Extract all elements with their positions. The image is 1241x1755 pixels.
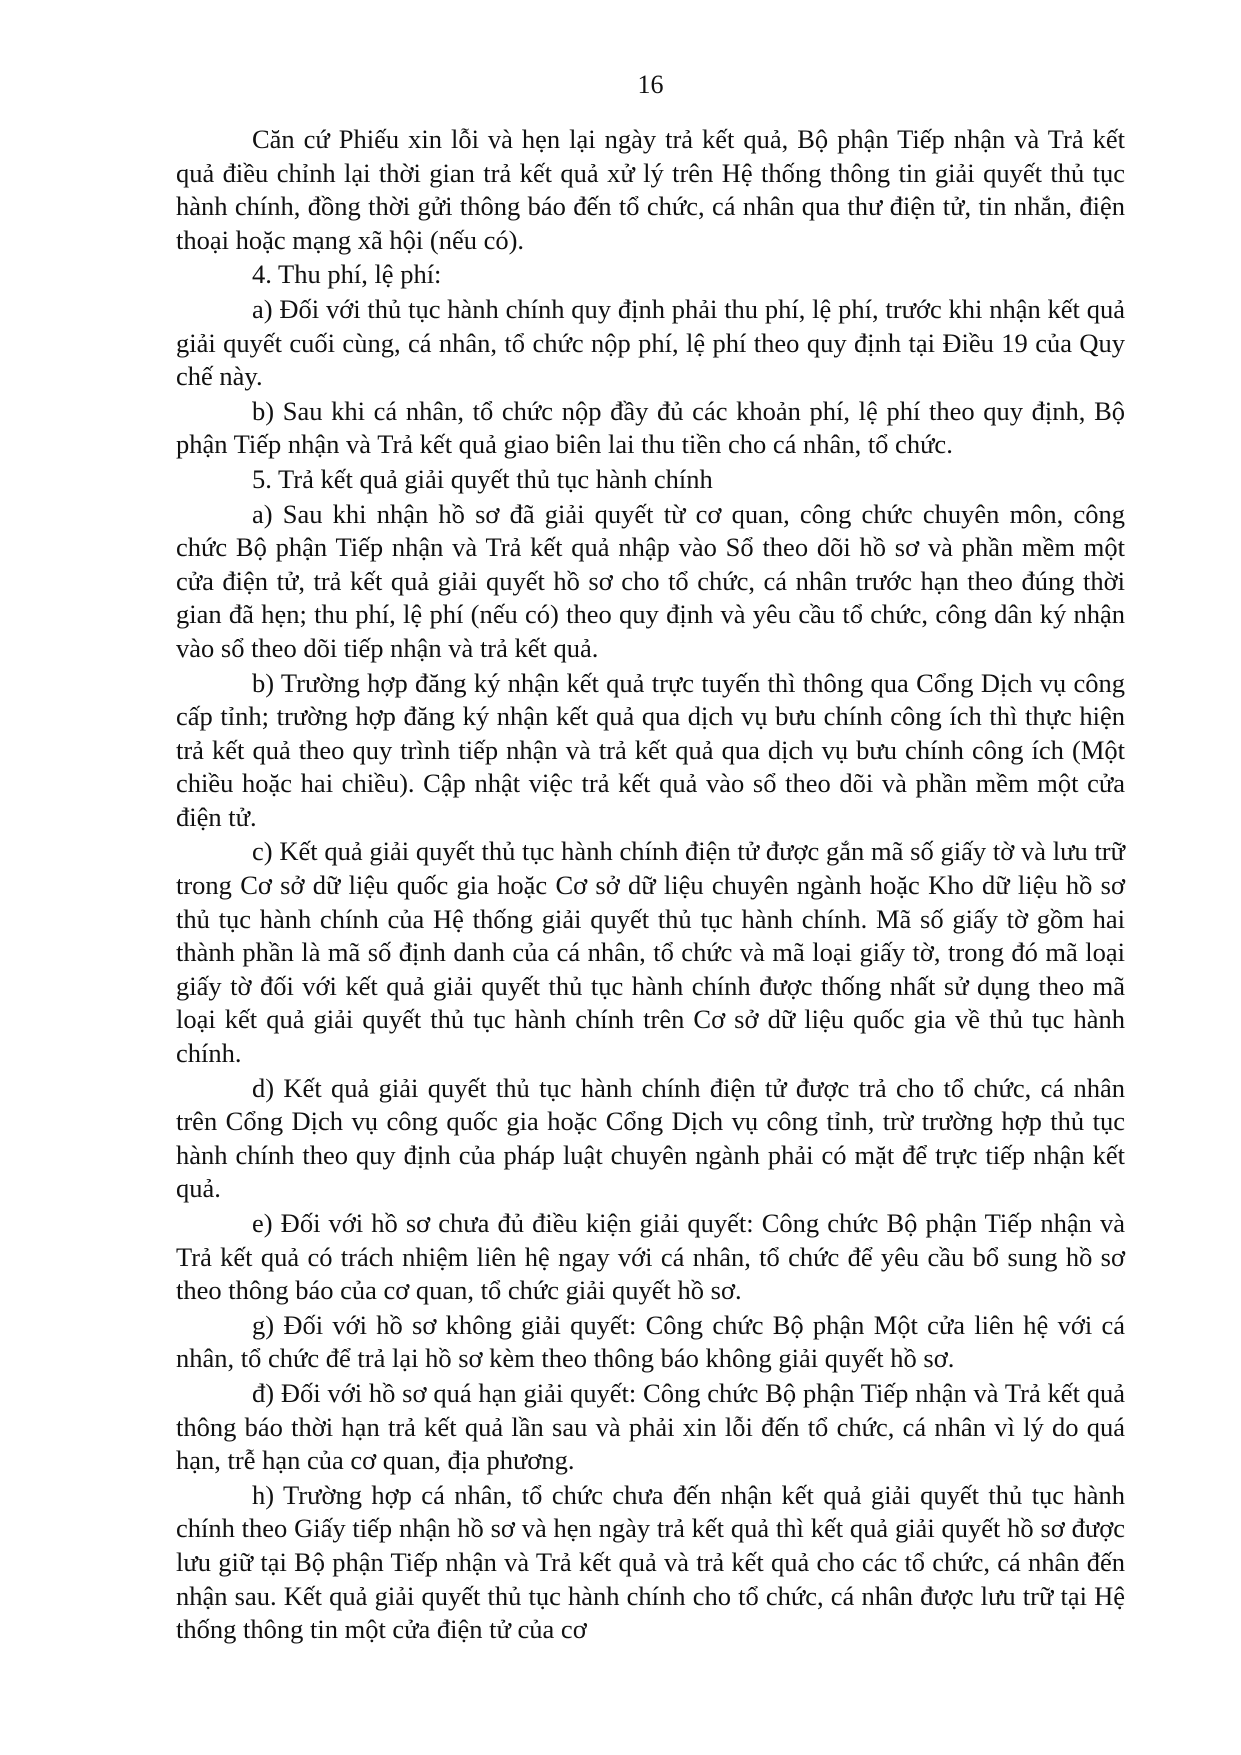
page-number: 16	[637, 70, 664, 99]
document-body	[176, 123, 1125, 1648]
section-heading-return-results: 5. Trả kết quả giải quyết thủ tục hành chính	[252, 463, 713, 494]
paragraph-return-b: b) Trường hợp đăng ký nhận kết quả trực tuyến thì thông qua Cổng Dịch vụ công cấp tỉnh; trường hợp đăng ký nhận kết quả qua dịch vụ bưu chính công ích thì thực hiện trả kết quả theo quy trình tiếp nhận và trả kết quả qua dịch vụ bưu chính công ích (Một chiều hoặc hai chiều). Cập nhật việc trả kết quả vào sổ theo dõi và phần mềm một cửa điện tử.	[176, 667, 1125, 832]
paragraph-return-h: h) Trường hợp cá nhân, tổ chức chưa đến nhận kết quả giải quyết thủ tục hành chính theo Giấy tiếp nhận hồ sơ và hẹn ngày trả kết quả thì kết quả giải quyết hồ sơ được lưu giữ tại Bộ phận Tiếp nhận và Trả kết quả và trả kết quả cho các tổ chức, cá nhân đến nhận sau. Kết quả giải quyết thủ tục hành chính cho tổ chức, cá nhân được lưu trữ tại Hệ thống thông tin một cửa điện tử của cơ	[176, 1479, 1125, 1645]
paragraph-result-delay-adjustment: Căn cứ Phiếu xin lỗi và hẹn lại ngày trả kết quả, Bộ phận Tiếp nhận và Trả kết quả điều chỉnh lại thời gian trả kết quả xử lý trên Hệ thống thông tin giải quyết thủ tục hành chính, đồng thời gửi thông báo đến tổ chức, cá nhân qua thư điện tử, tin nhắn, điện thoại hoặc mạng xã hội (nếu có).	[176, 124, 1125, 255]
paragraph-return-d: d) Kết quả giải quyết thủ tục hành chính điện tử được trả cho tổ chức, cá nhân trên Cổng Dịch vụ công quốc gia hoặc Cổng Dịch vụ công tỉnh, trừ trường hợp thủ tục hành chính theo quy định của pháp luật chuyên ngành phải có mặt để trực tiếp nhận kết quả.	[176, 1072, 1125, 1204]
paragraph-return-g: g) Đối với hồ sơ không giải quyết: Công chức Bộ phận Một cửa liên hệ với cá nhân, tổ chức để trả lại hồ sơ kèm theo thông báo không giải quyết hồ sơ.	[176, 1309, 1125, 1374]
paragraph-return-c: c) Kết quả giải quyết thủ tục hành chính điện tử được gắn mã số giấy tờ và lưu trữ trong Cơ sở dữ liệu quốc gia hoặc Cơ sở dữ liệu chuyên ngành hoặc Kho dữ liệu hồ sơ thủ tục hành chính của Hệ thống giải quyết thủ tục hành chính. Mã số giấy tờ gồm hai thành phần là mã số định danh của cá nhân, tổ chức và mã loại giấy tờ, trong đó mã loại giấy tờ đối với kết quả giải quyết thủ tục hành chính được thống nhất sử dụng theo mã loại kết quả giải quyết thủ tục hành chính trên Cơ sở dữ liệu quốc gia về thủ tục hành chính.	[176, 836, 1125, 1069]
paragraph-return-dd: đ) Đối với hồ sơ quá hạn giải quyết: Công chức Bộ phận Tiếp nhận và Trả kết quả thông báo thời hạn trả kết quả lần sau và phải xin lỗi đến tổ chức, cá nhân vì lý do quá hạn, trễ hạn của cơ quan, địa phương.	[176, 1377, 1125, 1476]
paragraph-fees-b: b) Sau khi cá nhân, tổ chức nộp đầy đủ các khoản phí, lệ phí theo quy định, Bộ phận Tiếp nhận và Trả kết quả giao biên lai thu tiền cho cá nhân, tổ chức.	[176, 395, 1125, 460]
section-heading-fees: 4. Thu phí, lệ phí:	[252, 259, 442, 290]
paragraph-return-e: e) Đối với hồ sơ chưa đủ điều kiện giải quyết: Công chức Bộ phận Tiếp nhận và Trả kết quả có trách nhiệm liên hệ ngay với cá nhân, tổ chức để yêu cầu bổ sung hồ sơ theo thông báo của cơ quan, tổ chức giải quyết hồ sơ.	[176, 1208, 1125, 1306]
paragraph-return-a: a) Sau khi nhận hồ sơ đã giải quyết từ cơ quan, công chức chuyên môn, công chức Bộ phận Tiếp nhận và Trả kết quả nhập vào Sổ theo dõi hồ sơ và phần mềm một cửa điện tử, trả kết quả giải quyết hồ sơ cho tổ chức, cá nhân trước hạn theo đúng thời gian đã hẹn; thu phí, lệ phí (nếu có) theo quy định và yêu cầu tổ chức, công dân ký nhận vào sổ theo dõi tiếp nhận và trả kết quả.	[176, 498, 1125, 663]
paragraph-fees-a: a) Đối với thủ tục hành chính quy định phải thu phí, lệ phí, trước khi nhận kết quả giải quyết cuối cùng, cá nhân, tổ chức nộp phí, lệ phí theo quy định tại Điều 19 của Quy chế này.	[176, 293, 1125, 392]
